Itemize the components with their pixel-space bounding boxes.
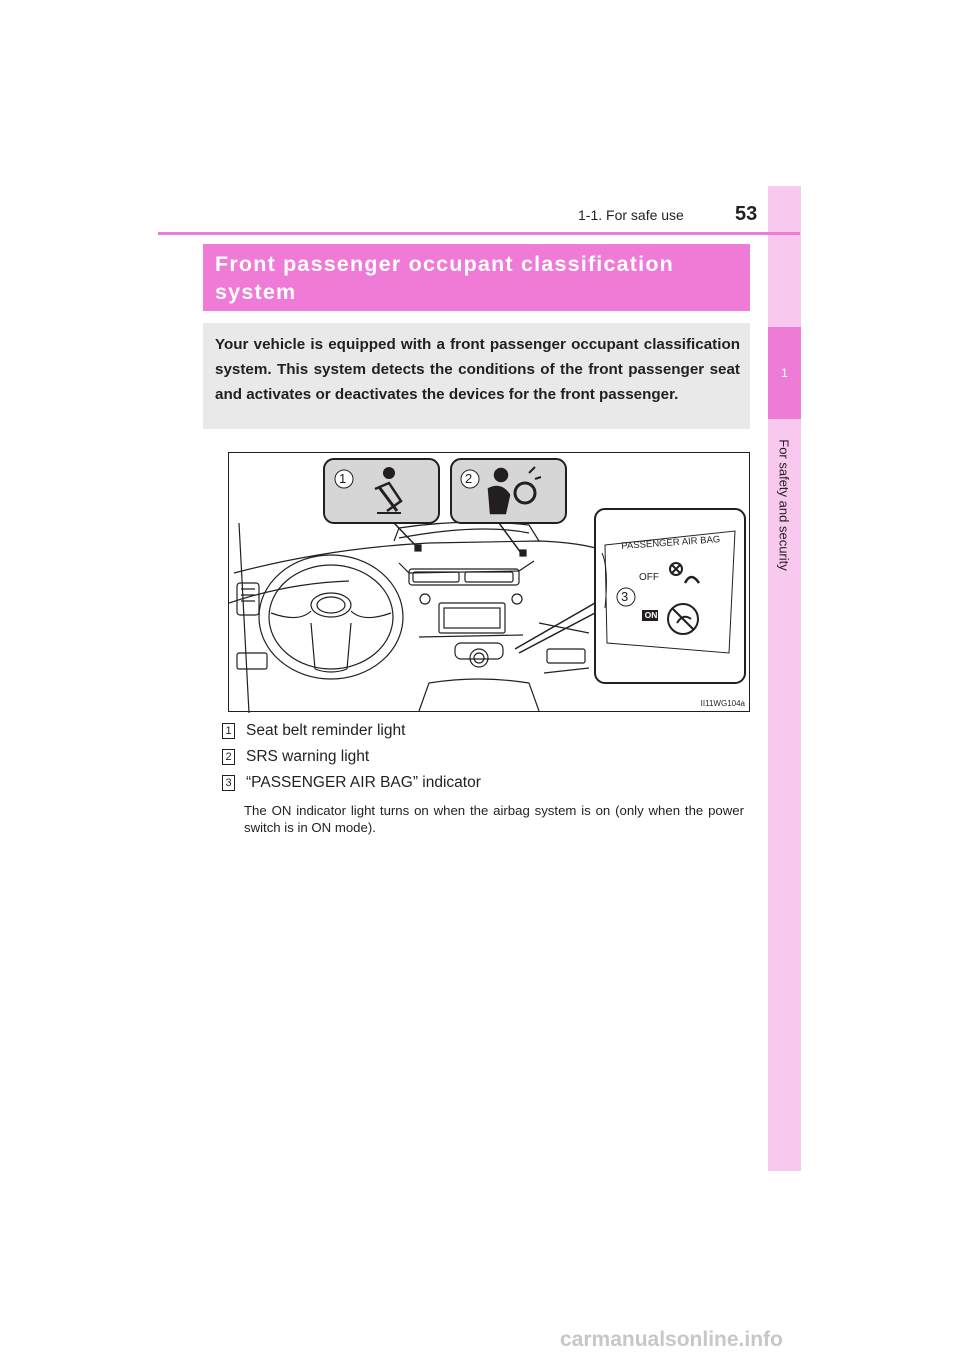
list-text: Seat belt reminder light — [246, 722, 406, 739]
list-text: “PASSENGER AIR BAG” indicator — [246, 774, 481, 791]
list-item — [222, 772, 481, 794]
chapter-number: 1 — [768, 327, 801, 419]
intro-text: Your vehicle is equipped with a front passenger occupant classification system. This system detects the conditions of the front passenger seat and activates or deactivates the devices for the front passenger. — [215, 336, 740, 403]
dashboard-figure — [228, 452, 750, 712]
callout-1-label: 1 — [339, 471, 347, 486]
chapter-title: For safety and security — [776, 439, 792, 571]
panel-label: PASSENGER AIR BAG — [621, 534, 721, 552]
callout-2-label: 2 — [465, 471, 473, 486]
section-title: 1-1. For safe use — [578, 207, 684, 223]
list-item — [222, 746, 369, 768]
callout-3-label: 3 — [621, 589, 629, 604]
off-label: OFF — [639, 572, 659, 583]
list-item — [222, 720, 405, 742]
list-number: 1 — [222, 723, 235, 739]
page-heading: Front passenger occupant classification system — [215, 252, 674, 304]
heading-band — [203, 244, 750, 311]
header-rule — [158, 232, 800, 235]
on-label: ON — [644, 610, 658, 620]
page-number: 53 — [735, 203, 758, 225]
list-number: 3 — [222, 775, 235, 791]
watermark[interactable]: carmanualsonline.info — [560, 1328, 783, 1351]
note-text: The ON indicator light turns on when the airbag system is on (only when the power switch is in ON mode). — [244, 803, 744, 835]
list-number: 2 — [222, 749, 235, 765]
intro-box — [203, 323, 750, 429]
dashboard-illustration — [229, 453, 751, 713]
list-text: SRS warning light — [246, 748, 370, 765]
figure-code: II11WG104a — [700, 699, 745, 708]
